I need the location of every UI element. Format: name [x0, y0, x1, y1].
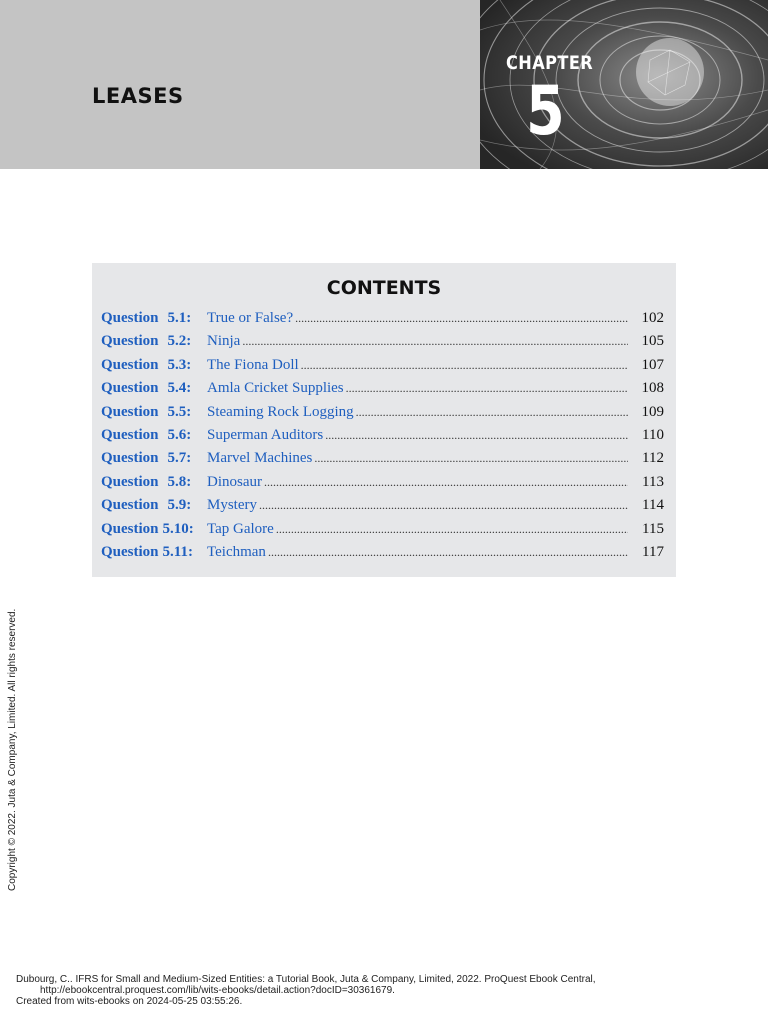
toc-leader-dots — [259, 498, 628, 513]
toc-question-word: Question — [101, 426, 159, 443]
toc-page-number: 113 — [642, 473, 664, 490]
toc-page-number: 105 — [641, 333, 664, 350]
toc-question-number: 5.5: — [167, 403, 192, 420]
toc-question-number: 5.8: — [167, 473, 192, 490]
toc-question-word: Question — [101, 310, 159, 326]
toc-question-number: 5.1: — [167, 310, 192, 326]
toc-question-title[interactable]: Teichman — [207, 543, 266, 560]
toc-leader-dots — [268, 545, 628, 560]
toc-question-word: Question — [101, 520, 159, 537]
toc-entry[interactable] — [101, 333, 664, 356]
copyright-notice: Copyright © 2022. Juta & Company, Limited. All rights reserved. — [7, 608, 18, 891]
toc-question-word: Question — [101, 497, 159, 514]
toc-question-title[interactable]: Mystery — [207, 497, 257, 514]
toc-question-number: 5.3: — [167, 356, 192, 373]
toc-question-word: Question — [101, 403, 159, 420]
toc-question-label — [101, 427, 207, 444]
toc-question-title[interactable]: Dinosaur — [207, 473, 262, 490]
citation-created: Created from wits-ebooks on 2024-05-25 03:55:26. — [16, 996, 243, 1007]
contents-box — [92, 263, 676, 577]
toc-question-title[interactable]: The Fiona Doll — [207, 356, 299, 373]
toc-question-number: 5.6: — [167, 426, 192, 443]
chapter-header-band — [0, 0, 480, 169]
toc-question-number: 5.2: — [167, 333, 192, 350]
toc-question-label — [101, 497, 207, 514]
toc-question-number: 5.10: — [162, 520, 194, 537]
citation-line: Dubourg, C.. IFRS for Small and Medium-Sized Entities: a Tutorial Book, Juta & Company, Limited, 2022. ProQuest Ebook Central, — [16, 974, 596, 985]
toc-entry[interactable] — [101, 404, 664, 427]
light-swirl-graphic — [480, 0, 768, 169]
toc-question-number: 5.4: — [167, 380, 192, 397]
toc-question-label — [101, 450, 207, 467]
toc-question-word: Question — [101, 380, 159, 397]
toc-question-title[interactable]: Superman Auditors — [207, 426, 324, 443]
toc-leader-dots — [346, 381, 628, 396]
toc-leader-dots — [314, 451, 628, 466]
toc-entry[interactable] — [101, 521, 664, 544]
toc-question-label — [101, 404, 207, 421]
toc-question-title[interactable]: Ninja — [207, 333, 241, 350]
chapter-label: CHAPTER — [506, 52, 594, 74]
toc-leader-dots — [325, 428, 628, 443]
toc-page-number: 114 — [642, 497, 664, 514]
toc-question-title[interactable]: Steaming Rock Logging — [207, 403, 354, 420]
toc-question-word: Question — [101, 450, 159, 467]
toc-question-label — [101, 357, 207, 374]
citation-footer — [16, 974, 756, 1007]
toc-leader-dots — [264, 475, 628, 490]
toc-question-label — [101, 474, 207, 491]
chapter-image — [480, 0, 768, 169]
toc-list — [101, 310, 664, 567]
toc-leader-dots — [356, 405, 628, 420]
toc-question-word: Question — [101, 333, 159, 350]
toc-question-title[interactable]: Marvel Machines — [207, 450, 313, 467]
toc-question-label — [101, 310, 207, 327]
toc-page-number: 112 — [642, 450, 664, 467]
toc-leader-dots — [276, 522, 628, 537]
toc-question-label — [101, 544, 207, 561]
toc-page-number: 115 — [642, 520, 664, 537]
toc-entry[interactable] — [101, 497, 664, 520]
contents-heading: CONTENTS — [326, 277, 442, 299]
toc-page-number: 110 — [642, 426, 664, 443]
toc-question-label — [101, 380, 207, 397]
toc-leader-dots — [301, 358, 628, 373]
toc-page-number: 102 — [641, 310, 664, 326]
toc-question-title[interactable]: True or False? — [207, 310, 294, 326]
toc-entry[interactable] — [101, 450, 664, 473]
toc-question-word: Question — [101, 473, 159, 490]
toc-entry[interactable] — [101, 310, 664, 333]
toc-leader-dots — [295, 311, 628, 326]
toc-leader-dots — [242, 334, 628, 349]
toc-question-number: 5.11: — [162, 543, 193, 560]
toc-page-number: 109 — [641, 403, 664, 420]
toc-question-number: 5.9: — [167, 497, 192, 514]
chapter-number: 5 — [526, 72, 565, 151]
toc-entry[interactable] — [101, 474, 664, 497]
toc-entry[interactable] — [101, 544, 664, 567]
toc-question-word: Question — [101, 356, 159, 373]
toc-page-number: 108 — [641, 380, 664, 397]
toc-question-label — [101, 521, 207, 538]
toc-entry[interactable] — [101, 427, 664, 450]
toc-entry[interactable] — [101, 357, 664, 380]
toc-question-title[interactable]: Amla Cricket Supplies — [207, 380, 344, 397]
chapter-title: LEASES — [92, 84, 184, 108]
citation-url[interactable]: http://ebookcentral.proquest.com/lib/wits-ebooks/detail.action?docID=30361679. — [40, 985, 395, 996]
toc-question-label — [101, 333, 207, 350]
toc-page-number: 107 — [641, 356, 664, 373]
toc-question-title[interactable]: Tap Galore — [207, 520, 274, 537]
toc-entry[interactable] — [101, 380, 664, 403]
toc-question-number: 5.7: — [167, 450, 192, 467]
toc-question-word: Question — [101, 543, 159, 560]
toc-page-number: 117 — [642, 543, 664, 560]
